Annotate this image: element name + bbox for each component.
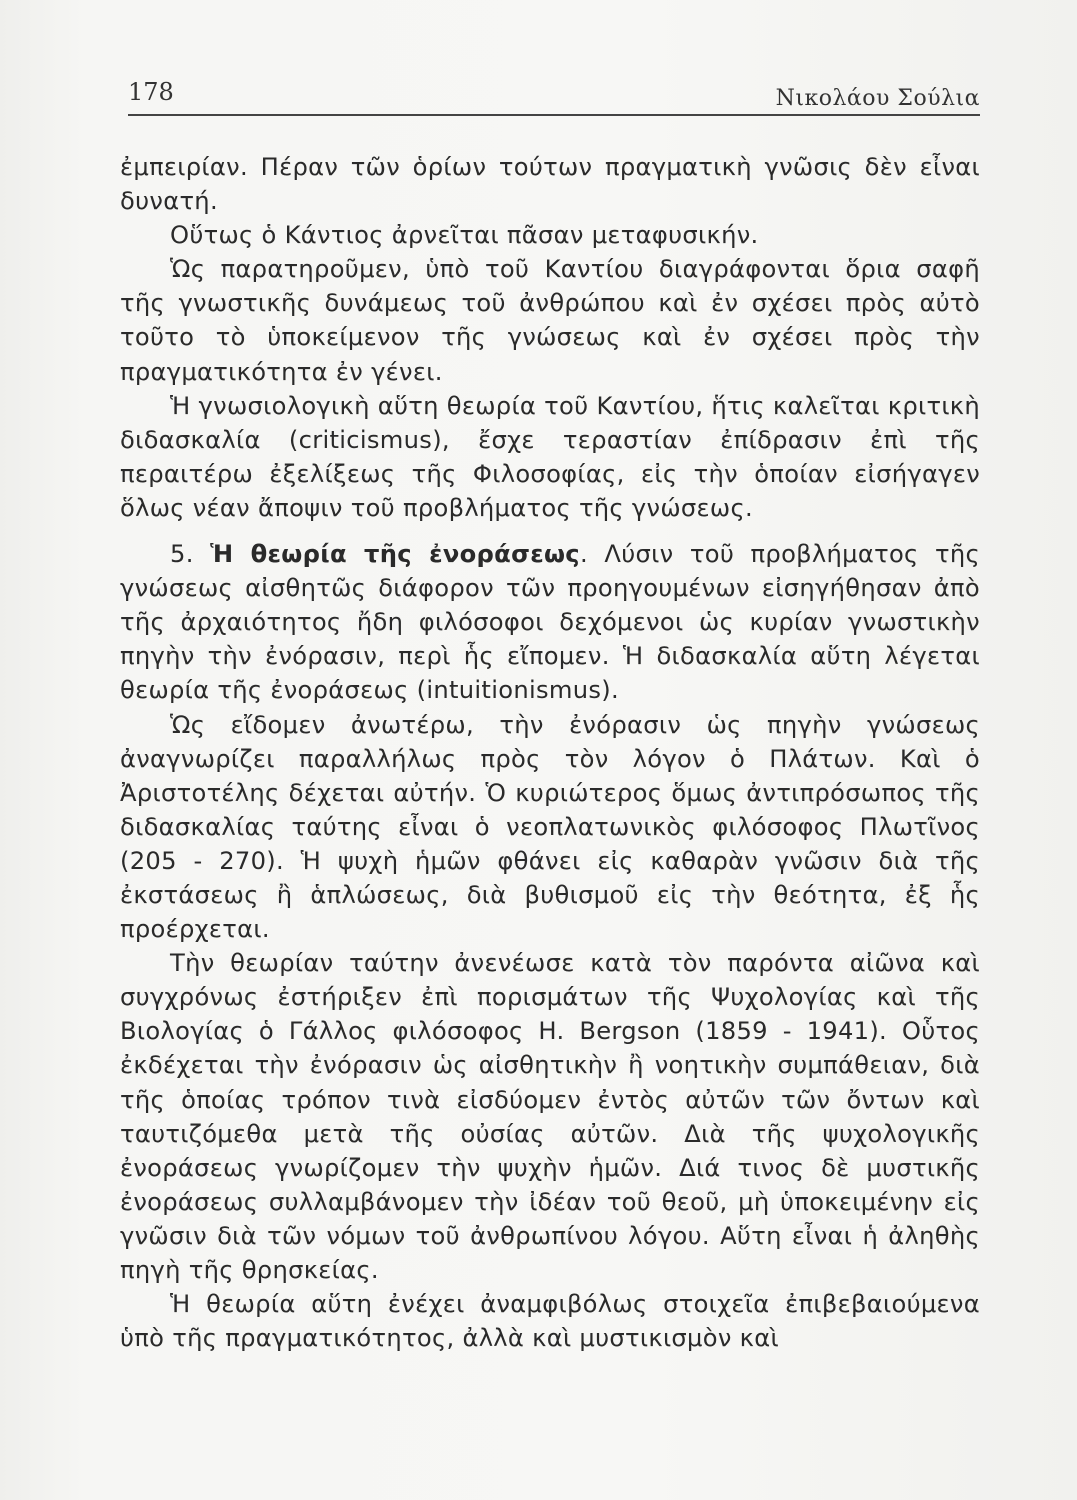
section-title: Ἡ θεωρία τῆς ἐνοράσεως: [210, 540, 580, 569]
section-5-paragraph: [120, 537, 980, 707]
paragraph-conclusion: Ἡ θεωρία αὕτη ἐνέχει ἀναμφιβόλως στοιχεῖα ἐπιβεβαιούμενα ὑπὸ τῆς πραγματικότητος, ἀλλὰ καὶ μυστικισμὸν καὶ: [120, 1290, 980, 1353]
paragraph-kant-metaphysics: Οὕτως ὁ Κάντιος ἀρνεῖται πᾶσαν μεταφυσικήν.: [170, 221, 759, 250]
paragraph-criticismus: Ἡ γνωσιολογικὴ αὕτη θεωρία τοῦ Καντίου, ἥτις καλεῖται κριτικὴ διδασκαλία (criticismus), ἔσχε τεραστίαν ἐπίδρασιν ἐπὶ τῆς περαιτέρω ἐξελίξεως τῆς Φιλοσοφίας, εἰς τὴν ὁποίαν εἰσήγαγεν ὅλως νέαν ἄποψιν τοῦ προβλήματος τῆς γνώσεως.: [120, 391, 980, 522]
section-5-text: . Λύσιν τοῦ προβλήματος τῆς γνώσεως αἰσθητῶς διάφορον τῶν προηγουμένων εἰσηγήθησαν ἀπὸ τῆς ἀρχαιότητος ἤδη φιλόσοφοι δεχόμενοι ὡς κυρίαν γνωστικὴν πηγὴν τὴν ἐνόρασιν, περὶ ἧς εἴπομεν. Ἡ διδασκαλία αὕτη λέγεται θεωρία τῆς ἐνοράσεως (intuitionismus).: [120, 540, 980, 705]
body-text: [120, 150, 980, 1355]
running-head: Νικολάου Σούλια: [775, 86, 980, 111]
section-number: 5.: [170, 540, 194, 569]
page-header: [128, 78, 980, 118]
paragraph-continued: ἐμπειρίαν. Πέραν τῶν ὁρίων τούτων πραγματικὴ γνῶσις δὲν εἶναι δυνατή.: [120, 153, 980, 216]
header-rule: [128, 114, 980, 116]
paragraph-kant-limits: Ὡς παρατηροῦμεν, ὑπὸ τοῦ Καντίου διαγράφονται ὅρια σαφῆ τῆς γνωστικῆς δυνάμεως τοῦ ἀνθρώπου καὶ ἐν σχέσει πρὸς αὐτὸ τοῦτο τὸ ὑποκείμενον τῆς γνώσεως καὶ ἐν σχέσει πρὸς τὴν πραγματικότητα ἐν γένει.: [120, 255, 980, 386]
page-number: 178: [128, 78, 174, 106]
paragraph-plotinus: Ὡς εἴδομεν ἀνωτέρω, τὴν ἐνόρασιν ὡς πηγὴν γνώσεως ἀναγνωρίζει παραλλήλως πρὸς τὸν λόγον ὁ Πλάτων. Καὶ ὁ Ἀριστοτέλης δέχεται αὐτήν. Ὁ κυριώτερος ὅμως ἀντιπρόσωπος τῆς διδασκαλίας ταύτης εἶναι ὁ νεοπλατωνικὸς φιλόσοφος Πλωτῖνος (205 - 270). Ἡ ψυχὴ ἡμῶν φθάνει εἰς καθαρὰν γνῶσιν διὰ τῆς ἐκστάσεως ἢ ἁπλώσεως, διὰ βυθισμοῦ εἰς τὴν θεότητα, ἐξ ἧς προέρχεται.: [120, 710, 980, 944]
paragraph-bergson: Τὴν θεωρίαν ταύτην ἀνενέωσε κατὰ τὸν παρόντα αἰῶνα καὶ συγχρόνως ἐστήριξεν ἐπὶ πορισμάτων τῆς Ψυχολογίας καὶ τῆς Βιολογίας ὁ Γάλλος φιλόσοφος H. Bergson (1859 - 1941). Οὗτος ἐκδέχεται τὴν ἐνόρασιν ὡς αἰσθητικὴν ἢ νοητικὴν συμπάθειαν, διὰ τῆς ὁποίας τρόπον τινὰ εἰσδύομεν ἐντὸς αὐτῶν τῶν ὄντων καὶ ταυτιζόμεθα μετὰ τῆς οὐσίας αὐτῶν. Διὰ τῆς ψυχολογικῆς ἐνοράσεως γνωρίζομεν τὴν ψυχὴν ἡμῶν. Διά τινος δὲ μυστικῆς ἐνοράσεως συλλαμβάνομεν τὴν ἰδέαν τοῦ θεοῦ, μὴ ὑποκειμένην εἰς γνῶσιν διὰ τῶν νόμων τοῦ ἀνθρωπίνου λόγου. Αὕτη εἶναι ἡ ἀληθὴς πηγὴ τῆς θρησκείας.: [120, 949, 980, 1284]
